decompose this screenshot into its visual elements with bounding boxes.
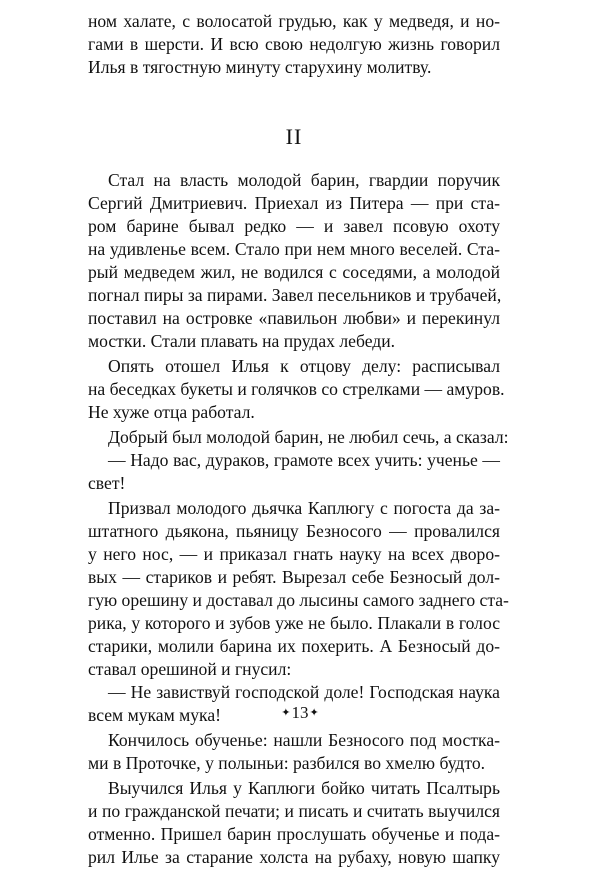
text-line: Кончилось обученье: нашли Безносого под мостка- [108,730,500,750]
text-line: поставил на островке «павильон любви» и перекинул [88,308,500,328]
text-line: погнал пиры за пирами. Завел песельников и трубачей, [88,285,502,305]
text-line: Опять отошел Илья к отцову делу: расписывал [108,356,500,376]
paragraph [88,777,500,869]
text-line: рый медведем жил, не водился с соседями, а молодой [88,262,500,282]
text-line: на удивленье всем. Стало при нем много веселей. Ста- [88,239,500,259]
paragraph [88,497,509,681]
paragraph [88,449,500,495]
text-line: Илья в тягостную минуту старухину молитву. [88,57,432,77]
chapter-heading: II [285,124,303,149]
page-number-value: 13 [291,703,309,722]
text-line: Призвал молодого дьячка Каплюгу с погоста да за- [108,498,500,518]
text-line: Стал на власть молодой барин, гвардии поручик [108,170,500,190]
text-column [88,10,509,869]
text-line: Выучился Илья у Каплюги бойко читать Псалтырь [108,778,500,798]
text-line: штатного дьякона, пьяницу Безносого — провалился [88,521,500,541]
paragraph [88,426,509,449]
text-line: гами в шерсти. И всю свою недолгую жизнь говорил [88,34,500,54]
text-line: ром барине бывал редко — и завел псовую охоту [88,216,500,236]
text-line: мостки. Стали плавать на прудах лебеди. [88,331,396,351]
text-line: у него нос, — и приказал гнать науку на всех дворо- [88,544,500,564]
text-line: рика, у которого и зубов уже не было. Плакали в голос [88,613,500,633]
text-line: старики, молили барина их похерить. А Безносый до- [88,636,500,656]
text-line: ставал орешиной и гнусил: [88,659,292,679]
text-line: — Надо вас, дураков, грамоте всех учить: ученье — [108,450,500,470]
text-line: отменно. Пришел барин прослушать обученье и подa- [88,824,500,844]
page-number [0,702,600,724]
paragraph [88,729,500,775]
text-line: всем мукам мука! [88,705,222,725]
text-line: и по гражданской печати; и писать и считать выучился [88,801,500,821]
paragraph [88,169,500,353]
text-line: ми в Проточке, у полыньи: разбился во хмелю будто. [88,753,486,773]
text-line: вых — стариков и ребят. Вырезал себе Безносый дол- [88,567,500,587]
text-line: рил Илье за старание холста на рубаху, новую шапку [88,847,500,867]
intro-paragraph [88,10,500,79]
text-line: Добрый был молодой барин, не любил сечь, а сказал: [108,427,509,447]
ornament-left-icon: ✦ [281,707,291,719]
paragraph [88,355,505,424]
text-line: гую орешину и доставал до лысины самого заднего ста- [88,590,509,610]
text-line: Сергий Дмитриевич. Приехал из Питера — при ста- [88,193,500,213]
ornament-right-icon: ✦ [309,707,319,719]
text-line: Не хуже отца работал. [88,402,255,422]
text-line: свет! [88,473,126,493]
text-line: ном халате, с волосатой грудью, как у медведя, и но- [88,11,500,31]
text-line: на беседках букеты и голячков со стрелками — амуров. [88,379,505,399]
text-line: — Не завиствуй господской доле! Господская наука [108,682,500,702]
